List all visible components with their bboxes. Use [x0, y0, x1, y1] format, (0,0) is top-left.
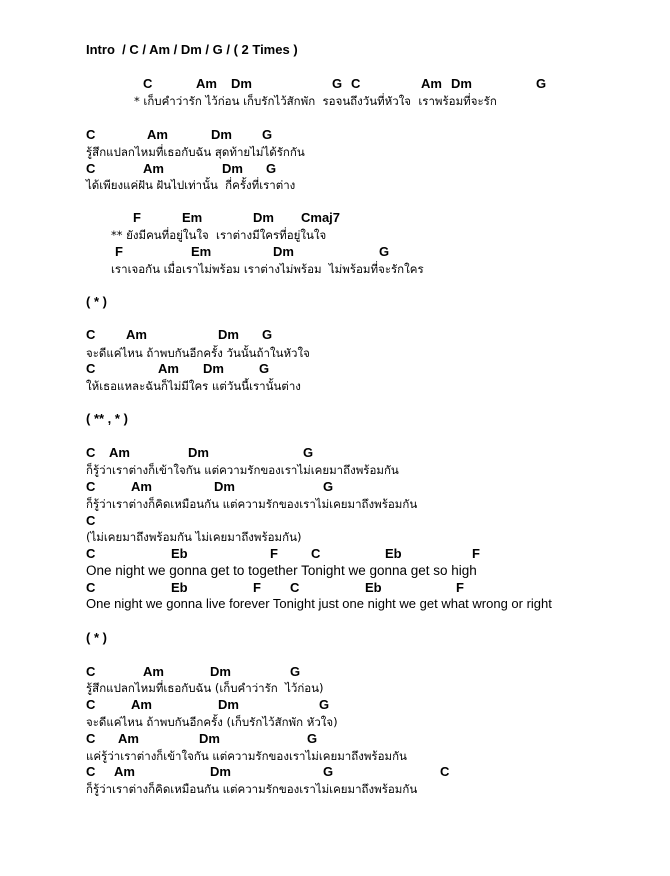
chord: G	[323, 479, 334, 494]
chord: Eb	[171, 580, 188, 595]
lyric-line: จะดีแค่ไหน ถ้าพบกันอีกครั้ง (เก็บรักไว้สักพัก หัวใจ)	[86, 715, 338, 729]
chord: Eb	[171, 546, 188, 561]
chord: Dm	[188, 445, 209, 460]
chord: C	[311, 546, 321, 561]
chord-line	[0, 327, 670, 343]
chord: Dm	[214, 479, 235, 494]
lyric-line: รู้สึกแปลกไหมที่เธอกับฉัน (เก็บคำว่ารัก ไว้ก่อน)	[86, 681, 324, 695]
chord: Am	[158, 361, 179, 376]
chord: G	[262, 127, 273, 142]
chord-line	[0, 479, 670, 495]
chord: C	[143, 76, 153, 91]
chord: Am	[118, 731, 139, 746]
chord: F	[253, 580, 261, 595]
chord: C	[86, 513, 96, 528]
chord: Dm	[218, 697, 239, 712]
chord: C	[290, 580, 300, 595]
chord: G	[379, 244, 390, 259]
lyric-line: ก็รู้ว่าเราต่างก็คิดเหมือนกัน แต่ความรักของเราไม่เคยมาถึงพร้อมกัน	[86, 782, 418, 796]
lyric-line: One night we gonna live forever Tonight just one night we get what wrong or right	[86, 596, 552, 611]
lyric-line: แค่รู้ว่าเราต่างก็เข้าใจกัน แต่ความรักของเราไม่เคยมาถึงพร้อมกัน	[86, 749, 407, 763]
chord-line	[0, 546, 670, 562]
section-marker: ( * )	[86, 630, 107, 645]
chord: G	[259, 361, 270, 376]
lyric-line: ให้เธอแหละฉันก็ไม่มีใคร แต่วันนี้เรานั้นต่าง	[86, 379, 301, 393]
chord-line	[0, 127, 670, 143]
chord: G	[266, 161, 277, 176]
chord-line	[0, 664, 670, 680]
chord: Dm	[203, 361, 224, 376]
chord: Dm	[210, 764, 231, 779]
chord: Dm	[273, 244, 294, 259]
chord: Am	[147, 127, 168, 142]
chord: C	[86, 327, 96, 342]
lyric-line: เราเจอกัน เมื่อเราไม่พร้อม เราต่างไม่พร้อม ไม่พร้อมที่จะรักใคร	[111, 262, 424, 276]
chord: C	[86, 127, 96, 142]
chord: G	[536, 76, 547, 91]
chord: Am	[131, 697, 152, 712]
chord: Dm	[451, 76, 472, 91]
chord: C	[86, 697, 96, 712]
chord: C	[86, 361, 96, 376]
chord-line	[0, 445, 670, 461]
chord-line	[0, 764, 670, 780]
chord-line	[0, 361, 670, 377]
chord-line	[0, 580, 670, 596]
chord: Cmaj7	[301, 210, 341, 225]
lyric-line: จะดีแค่ไหน ถ้าพบกันอีกครั้ง วันนั้นถ้าในหัวใจ	[86, 346, 310, 360]
chord: G	[290, 664, 301, 679]
chord-line	[0, 244, 670, 260]
chord: Dm	[211, 127, 232, 142]
chord-line	[0, 513, 670, 529]
chord-line	[0, 76, 670, 92]
section-marker: ( * )	[86, 294, 107, 309]
chord: F	[456, 580, 464, 595]
lyric-line: One night we gonna get to together Tonight we gonna get so high	[86, 563, 477, 578]
chord: G	[262, 327, 273, 342]
lyric-line: ก็รู้ว่าเราต่างก็คิดเหมือนกัน แต่ความรักของเราไม่เคยมาถึงพร้อมกัน	[86, 497, 418, 511]
chord: Eb	[385, 546, 402, 561]
lyric-line: รู้สึกแปลกไหมที่เธอกับฉัน สุดท้ายไม่ได้รักกัน	[86, 145, 305, 159]
chord: G	[319, 697, 330, 712]
chord: G	[307, 731, 318, 746]
lyric-line: ** ยังมีคนที่อยู่ในใจ เราต่างมีใครที่อยู่ในใจ	[111, 228, 327, 242]
chord: F	[472, 546, 480, 561]
chord-line	[0, 210, 670, 226]
chord: C	[86, 580, 96, 595]
intro-line: Intro / C / Am / Dm / G / ( 2 Times )	[86, 42, 298, 57]
chord: Am	[126, 327, 147, 342]
chord: Dm	[253, 210, 274, 225]
chord: Am	[196, 76, 217, 91]
chord: C	[86, 764, 96, 779]
chord: F	[270, 546, 278, 561]
chord: C	[86, 161, 96, 176]
chord-line	[0, 697, 670, 713]
lyric-line: (ไม่เคยมาถึงพร้อมกัน ไม่เคยมาถึงพร้อมกัน)	[86, 530, 302, 544]
chord: G	[332, 76, 343, 91]
chord: Dm	[218, 327, 239, 342]
chord: Dm	[231, 76, 252, 91]
chord: G	[323, 764, 334, 779]
chord: F	[133, 210, 141, 225]
lyric-line: * เก็บคำว่ารัก ไว้ก่อน เก็บรักไว้สักพัก รอจนถึงวันที่หัวใจ เราพร้อมที่จะรัก	[134, 94, 497, 108]
chord: Am	[143, 664, 164, 679]
chord: Am	[109, 445, 130, 460]
lyric-line: ได้เพียงแค่ฝัน ฝันไปเท่านั้น กี่ครั้งที่เราต่าง	[86, 178, 296, 192]
lyric-line: ก็รู้ว่าเราต่างก็เข้าใจกัน แต่ความรักของเราไม่เคยมาถึงพร้อมกัน	[86, 463, 399, 477]
chord: C	[86, 445, 96, 460]
chord: Am	[421, 76, 442, 91]
chord: C	[86, 546, 96, 561]
chord: C	[440, 764, 450, 779]
chord: Dm	[210, 664, 231, 679]
chord: F	[115, 244, 123, 259]
chord: Dm	[199, 731, 220, 746]
chord: Em	[182, 210, 203, 225]
chord: C	[86, 664, 96, 679]
chord: Em	[191, 244, 212, 259]
chord: G	[303, 445, 314, 460]
chord: Am	[131, 479, 152, 494]
chord: Eb	[365, 580, 382, 595]
chord: C	[86, 479, 96, 494]
chord-line	[0, 731, 670, 747]
chord: Dm	[222, 161, 243, 176]
chord: C	[86, 731, 96, 746]
chord-line	[0, 161, 670, 177]
chord: C	[351, 76, 361, 91]
chord: Am	[143, 161, 164, 176]
section-marker: ( ** , * )	[86, 411, 128, 426]
chord: Am	[114, 764, 135, 779]
